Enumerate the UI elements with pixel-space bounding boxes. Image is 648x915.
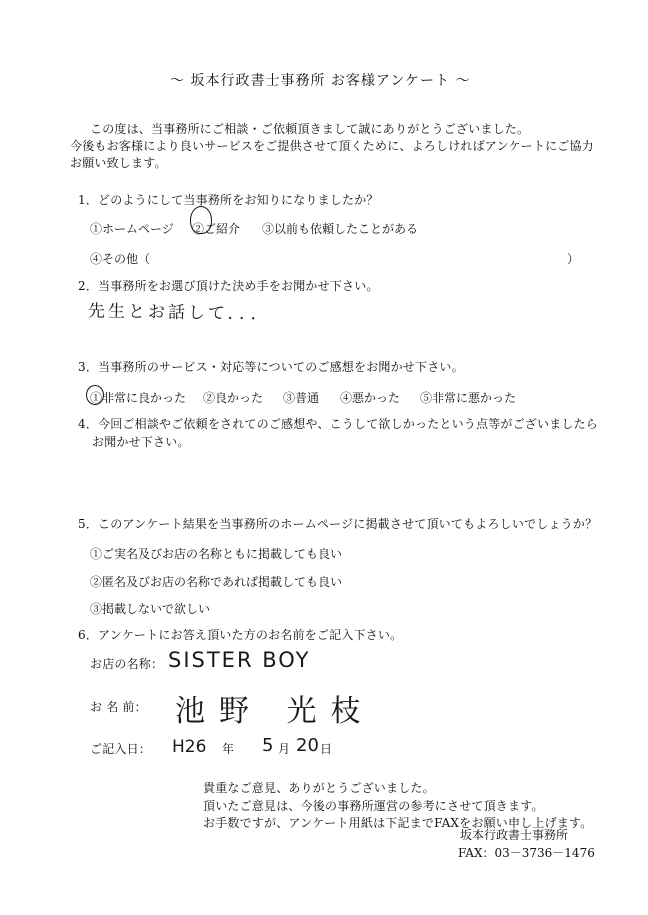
q3-option-very-good[interactable]: ①非常に良かった	[90, 391, 187, 405]
footer-fax-request: お手数ですが、アンケート用紙は下記までFAXをお願い申し上げます。	[203, 816, 593, 830]
page-title: ～ 坂本行政書士事務所 お客様アンケート ～	[170, 73, 471, 89]
footer-fax-number: FAX：03－3736－1476	[458, 846, 595, 860]
q3-question: 3．当事務所のサービス・対応等についてのご感想をお聞かせ下さい。	[78, 360, 464, 374]
q5-option-real-name[interactable]: ①ご実名及びお店の名称ともに掲載しても良い	[90, 547, 343, 561]
q1-option-referral[interactable]: ②ご紹介	[192, 222, 241, 236]
intro-line-3: お願い致します。	[70, 156, 167, 170]
q1-question: 1．どのようにして当事務所をお知りになりましたか？	[78, 193, 379, 207]
date-year-label: 年	[222, 742, 235, 756]
intro-line-1: この度は、当事務所にご相談・ご依頼頂きまして誠にありがとうございました。	[90, 122, 530, 136]
date-label: ご記入日：	[90, 742, 152, 756]
shop-name-label: お店の名称：	[90, 657, 164, 671]
date-day-value[interactable]: 20	[296, 735, 319, 756]
date-day-label: 日	[320, 742, 333, 756]
q1-option-other[interactable]: ④その他（	[90, 252, 151, 266]
q2-question: 2．当事務所をお選び頂けた決め手をお聞かせ下さい。	[78, 279, 379, 293]
q1-option-previous[interactable]: ③以前も依頼したことがある	[262, 222, 419, 236]
q3-option-bad[interactable]: ④悪かった	[340, 391, 401, 405]
q4-question-line-1: 4．今回ご相談やご依頼をされてのご感想や、こうして欲しかったという点等がございましたら	[78, 417, 598, 431]
footer-note: 頂いたご意見は、今後の事務所運営の参考にさせて頂きます。	[203, 799, 544, 813]
shop-name-value[interactable]: SISTER BOY	[168, 648, 311, 672]
q1-option-homepage[interactable]: ①ホームページ	[90, 222, 174, 236]
q3-selected-mark	[86, 385, 104, 405]
q4-question-line-2: お聞かせ下さい。	[92, 435, 190, 449]
q2-handwritten-answer: 先生とお話して．．．	[87, 301, 271, 325]
q1-other-close: ）	[567, 252, 580, 266]
q5-option-anonymous[interactable]: ②匿名及びお店の名称であれば掲載しても良い	[90, 575, 343, 589]
q6-question: 6．アンケートにお答え頂いた方のお名前をご記入下さい。	[78, 628, 403, 642]
footer-office-name: 坂本行政書士事務所	[460, 828, 569, 842]
name-label: お 名 前：	[90, 700, 147, 714]
q5-question: 5．このアンケート結果を当事務所のホームページに掲載させて頂いてもよろしいでしょうか？	[78, 517, 598, 531]
q3-option-neutral[interactable]: ③普通	[283, 391, 320, 405]
q3-option-very-bad[interactable]: ⑤非常に悪かった	[420, 391, 517, 405]
intro-line-2: 今後もお客様により良いサービスをご提供させて頂くために、よろしければアンケートにご協力	[70, 139, 594, 153]
date-era-value[interactable]: H26	[172, 737, 207, 757]
date-month-label: 月	[278, 742, 291, 756]
date-month-value[interactable]: 5	[262, 735, 274, 756]
q5-option-no-publish[interactable]: ③掲載しないで欲しい	[90, 602, 211, 616]
footer-thanks: 貴重なご意見、ありがとうございました。	[203, 781, 435, 795]
q3-option-good[interactable]: ②良かった	[203, 391, 264, 405]
name-value[interactable]: 池野 光枝	[175, 694, 375, 729]
q1-selected-mark	[190, 206, 212, 234]
